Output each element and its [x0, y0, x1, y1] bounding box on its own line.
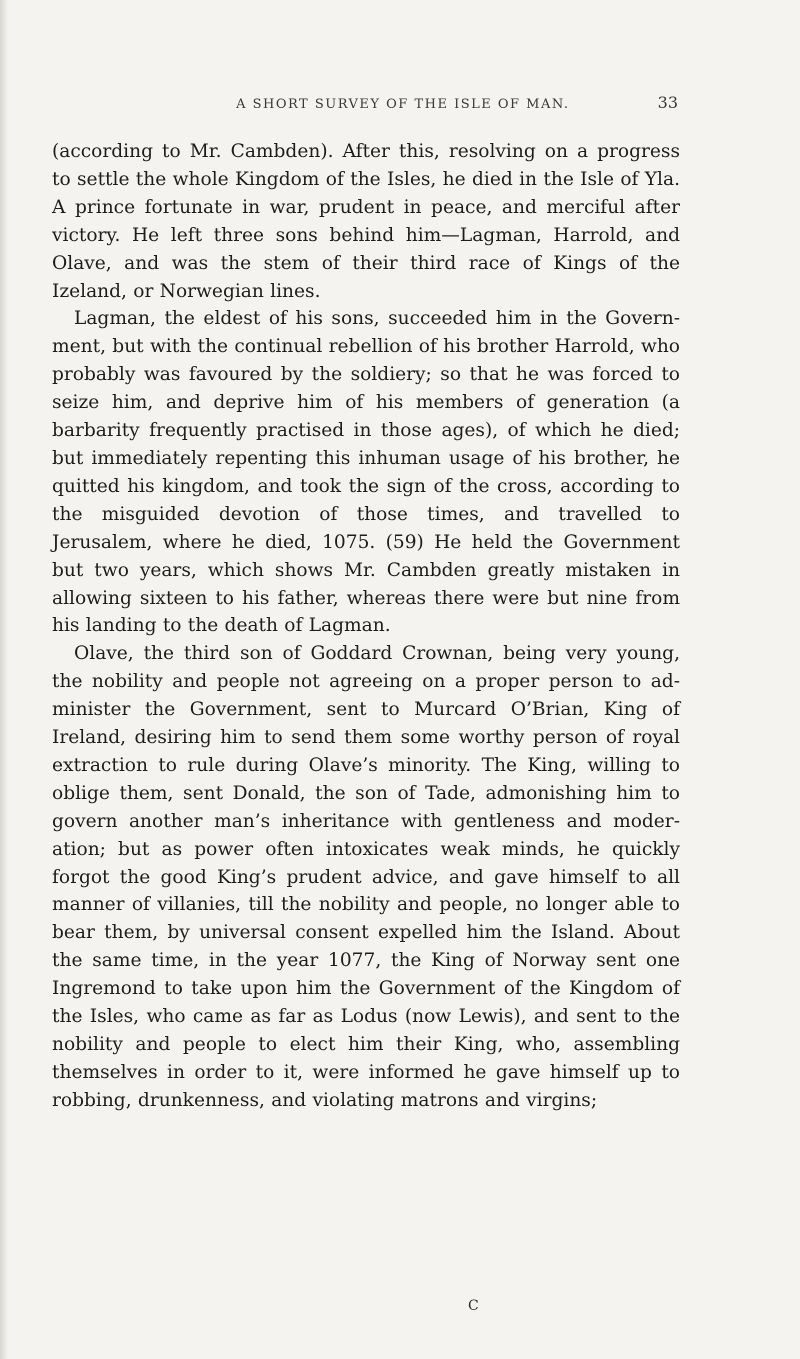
body-text	[52, 138, 680, 1115]
page-header	[148, 93, 678, 112]
paragraph-1: (according to Mr. Cambden). After this, resolving on a progress to settle the whole Kingdom of the Isles, he died in the Isle of Yla. A prince fortunate in war, prudent in peace, and merciful after victory. He left three sons behind him—Lagman, Harrold, and Olave, and was the stem of their third race of Kings of the Izeland, or Norwegian lines.	[52, 141, 680, 302]
running-title: A SHORT SURVEY OF THE ISLE OF MAN.	[236, 97, 570, 112]
paragraph-3: Olave, the third son of Goddard Crownan, being very young, the nobility and people not agreeing on a proper person to administer the Government, sent to Murcard O’Brian, King of Ireland, desiring him to send them some worthy person of royal extraction to rule during Olave’s minority. The King, willing to oblige them, sent Donald, the son of Tade, admonishing him to govern another man’s inheritance with gentleness and moderation; but as power often intoxicates weak minds, he quickly forgot the good King’s prudent advice, and gave himself to all manner of villanies, till the nobility and people, no longer able to bear them, by universal consent expelled him the Island. About the same time, in the year 1077, the King of Norway sent one Ingremond to take upon him the Government of the Kingdom of the Isles, who came as far as Lodus (now Lewis), and sent to the nobility and people to elect him their King, who, assembling themselves in order to it, were informed he gave himself up to robbing, drunkenness, and violating matrons and virgins;	[52, 643, 680, 1111]
paragraph-2: Lagman, the eldest of his sons, succeeded him in the Government, but with the continual rebellion of his brother Harrold, who probably was favoured by the soldiery; so that he was forced to seize him, and deprive him of his members of generation (a barbarity frequently practised in those ages), of which he died; but immediately repenting this inhuman usage of his brother, he quitted his kingdom, and took the sign of the cross, according to the misguided devotion of those times, and travelled to Jerusalem, where he died, 1075. (59) He held the Government but two years, which shows Mr. Cambden greatly mistaken in allowing sixteen to his father, whereas there were but nine from his landing to the death of Lagman.	[52, 308, 680, 637]
page-number: 33	[657, 93, 678, 112]
signature-mark: C	[468, 1298, 479, 1314]
page-binding-shadow	[0, 0, 8, 1359]
